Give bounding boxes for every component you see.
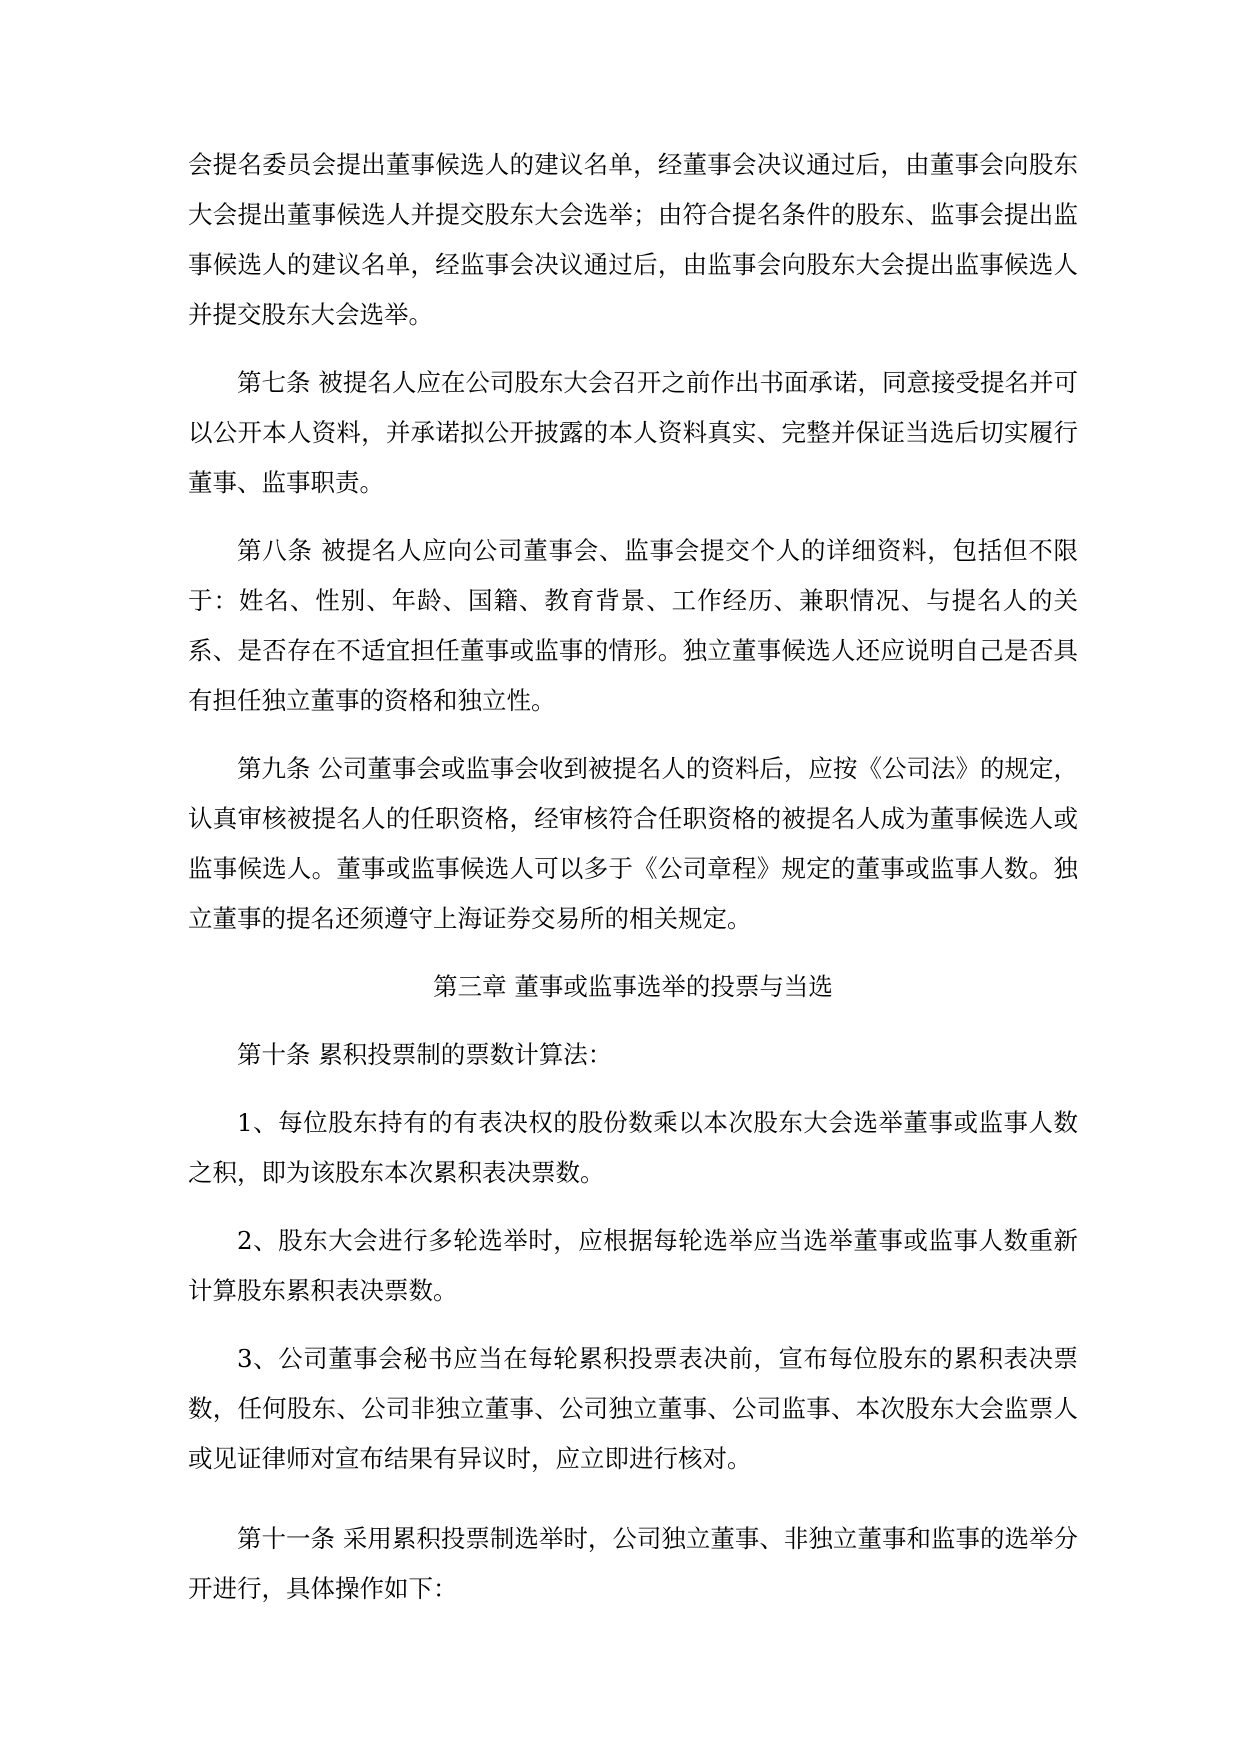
paragraph-continuation: 会提名委员会提出董事候选人的建议名单，经董事会决议通过后，由董事会向股东大会提出董事候选人并提交股东大会选举；由符合提名条件的股东、监事会提出监事候选人的建议名单，经监事会决议通过后，由监事会向股东大会提出监事候选人并提交股东大会选举。 [188, 150, 1078, 329]
article-10-item-3: 3、公司董事会秘书应当在每轮累积投票表决前，宣布每位股东的累积表决票数，任何股东、公司非独立董事、公司独立董事、公司监事、本次股东大会监票人或见证律师对宣布结果有异议时，应立即进行核对。 [188, 1344, 1078, 1473]
article-7: 第七条 被提名人应在公司股东大会召开之前作出书面承诺，同意接受提名并可以公开本人资料，并承诺拟公开披露的本人资料真实、完整并保证当选后切实履行董事、监事职责。 [188, 368, 1078, 497]
article-11: 第十一条 采用累积投票制选举时，公司独立董事、非独立董事和监事的选举分开进行，具体操作如下： [188, 1524, 1078, 1603]
document-body [188, 140, 1078, 1632]
article-8: 第八条 被提名人应向公司董事会、监事会提交个人的详细资料，包括但不限于：姓名、性别、年龄、国籍、教育背景、工作经历、兼职情况、与提名人的关系、是否存在不适宜担任董事或监事的情形。独立董事候选人还应说明自己是否具有担任独立董事的资格和独立性。 [188, 536, 1078, 715]
article-10-title: 第十条 累积投票制的票数计算法： [237, 1040, 613, 1069]
chapter-heading: 第三章 董事或监事选举的投票与当选 [433, 972, 833, 1001]
article-9: 第九条 公司董事会或监事会收到被提名人的资料后，应按《公司法》的规定，认真审核被提名人的任职资格，经审核符合任职资格的被提名人成为董事候选人或监事候选人。董事或监事候选人可以多于《公司章程》规定的董事或监事人数。独立董事的提名还须遵守上海证券交易所的相关规定。 [188, 754, 1078, 933]
article-10-item-1: 1、每位股东持有的有表决权的股份数乘以本次股东大会选举董事或监事人数之积，即为该股东本次累积表决票数。 [188, 1108, 1078, 1187]
article-10-item-2: 2、股东大会进行多轮选举时，应根据每轮选举应当选举董事或监事人数重新计算股东累积表决票数。 [188, 1226, 1078, 1305]
